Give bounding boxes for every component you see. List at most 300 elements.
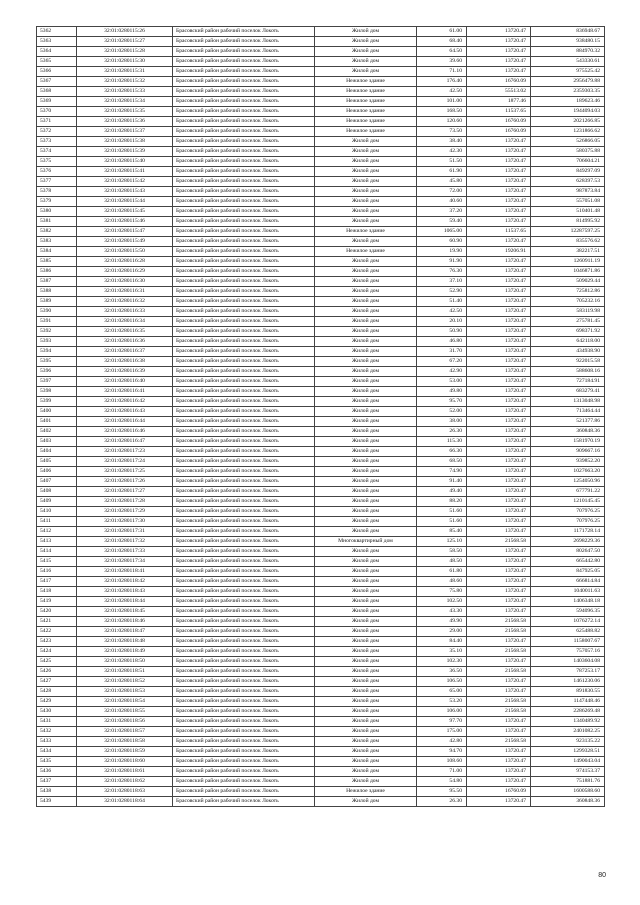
building-type-cell: Жилой дом: [315, 387, 417, 397]
area-cell: 95.70: [417, 397, 467, 407]
row-id-cell: 5400: [37, 407, 77, 417]
building-type-cell: Жилой дом: [315, 767, 417, 777]
row-id-cell: 5391: [37, 317, 77, 327]
location-cell: Брасовский район рабочий поселок Локоть: [173, 577, 315, 587]
area-cell: 176.40: [417, 77, 467, 87]
table-row: [37, 407, 605, 417]
area-cell: 95.50: [417, 787, 467, 797]
area-cell: 37.10: [417, 277, 467, 287]
row-id-cell: 5390: [37, 307, 77, 317]
cadastral-value-cell: 974153.37: [531, 767, 605, 777]
building-type-cell: Жилой дом: [315, 327, 417, 337]
cadastral-number-cell: 32:01:0280117:25: [77, 467, 173, 477]
location-cell: Брасовский район рабочий поселок Локоть: [173, 407, 315, 417]
row-id-cell: 5374: [37, 147, 77, 157]
building-type-cell: Жилой дом: [315, 727, 417, 737]
location-cell: Брасовский район рабочий поселок Локоть: [173, 397, 315, 407]
cadastral-value-cell: 543330.61: [531, 57, 605, 67]
cadastral-number-cell: 32:01:0280118:60: [77, 757, 173, 767]
building-type-cell: Жилой дом: [315, 597, 417, 607]
location-cell: Брасовский район рабочий поселок Локоть: [173, 67, 315, 77]
cadastral-number-cell: 32:01:0280115:26: [77, 27, 173, 37]
building-type-cell: Жилой дом: [315, 397, 417, 407]
area-cell: 115.30: [417, 437, 467, 447]
location-cell: Брасовский район рабочий поселок Локоть: [173, 477, 315, 487]
cadastral-number-cell: 32:01:0280115:31: [77, 67, 173, 77]
location-cell: Брасовский район рабочий поселок Локоть: [173, 497, 315, 507]
area-cell: 65.00: [417, 687, 467, 697]
building-type-cell: Жилой дом: [315, 47, 417, 57]
location-cell: Брасовский район рабочий поселок Локоть: [173, 47, 315, 57]
building-type-cell: Жилой дом: [315, 527, 417, 537]
row-id-cell: 5421: [37, 617, 77, 627]
table-row: [37, 547, 605, 557]
row-id-cell: 5382: [37, 227, 77, 237]
area-cell: 51.60: [417, 517, 467, 527]
area-cell: 59.40: [417, 217, 467, 227]
unit-cost-cell: 13720.47: [467, 357, 531, 367]
cadastral-number-cell: 32:01:0280116:43: [77, 407, 173, 417]
row-id-cell: 5364: [37, 47, 77, 57]
location-cell: Брасовский район рабочий поселок Локоть: [173, 247, 315, 257]
row-id-cell: 5410: [37, 507, 77, 517]
area-cell: 61.00: [417, 27, 467, 37]
cadastral-number-cell: 32:01:0280115:41: [77, 167, 173, 177]
location-cell: Брасовский район рабочий поселок Локоть: [173, 57, 315, 67]
cadastral-number-cell: 32:01:0280115:35: [77, 107, 173, 117]
row-id-cell: 5422: [37, 627, 77, 637]
location-cell: Брасовский район рабочий поселок Локоть: [173, 287, 315, 297]
row-id-cell: 5363: [37, 37, 77, 47]
table-row: [37, 387, 605, 397]
location-cell: Брасовский район рабочий поселок Локоть: [173, 97, 315, 107]
cadastral-number-cell: 32:01:0280118:52: [77, 677, 173, 687]
cadastral-value-cell: 1076272.14: [531, 617, 605, 627]
location-cell: Брасовский район рабочий поселок Локоть: [173, 797, 315, 807]
area-cell: 75.80: [417, 587, 467, 597]
cadastral-value-cell: 382217.51: [531, 247, 605, 257]
cadastral-number-cell: 32:01:0280116:35: [77, 327, 173, 337]
building-type-cell: Жилой дом: [315, 297, 417, 307]
cadastral-value-cell: 2698229.36: [531, 537, 605, 547]
table-row: [37, 37, 605, 47]
cadastral-number-cell: 32:01:0280118:59: [77, 747, 173, 757]
building-type-cell: Жилой дом: [315, 57, 417, 67]
row-id-cell: 5376: [37, 167, 77, 177]
cadastral-number-cell: 32:01:0280118:62: [77, 777, 173, 787]
unit-cost-cell: 13720.47: [467, 237, 531, 247]
row-id-cell: 5379: [37, 197, 77, 207]
table-row: [37, 747, 605, 757]
table-row: [37, 27, 605, 37]
table-row: [37, 47, 605, 57]
unit-cost-cell: 13720.47: [467, 257, 531, 267]
location-cell: Брасовский район рабочий поселок Локоть: [173, 667, 315, 677]
cadastral-number-cell: 32:01:0280117:34: [77, 557, 173, 567]
area-cell: 52.00: [417, 407, 467, 417]
cadastral-value-cell: 2359303.35: [531, 87, 605, 97]
location-cell: Брасовский район рабочий поселок Локоть: [173, 387, 315, 397]
table-row: [37, 377, 605, 387]
row-id-cell: 5383: [37, 237, 77, 247]
row-id-cell: 5367: [37, 77, 77, 87]
table-row: [37, 307, 605, 317]
row-id-cell: 5436: [37, 767, 77, 777]
cadastral-number-cell: 32:01:0280118:56: [77, 717, 173, 727]
area-cell: 26.30: [417, 427, 467, 437]
cadastral-value-cell: 757057.16: [531, 647, 605, 657]
unit-cost-cell: 13720.47: [467, 777, 531, 787]
area-cell: 68.40: [417, 37, 467, 47]
building-type-cell: Жилой дом: [315, 167, 417, 177]
unit-cost-cell: 11537.65: [467, 107, 531, 117]
area-cell: 39.60: [417, 57, 467, 67]
cadastral-number-cell: 32:01:0280115:42: [77, 177, 173, 187]
building-type-cell: Жилой дом: [315, 337, 417, 347]
area-cell: 175.00: [417, 727, 467, 737]
area-cell: 42.90: [417, 367, 467, 377]
unit-cost-cell: 21568.58: [467, 647, 531, 657]
row-id-cell: 5371: [37, 117, 77, 127]
unit-cost-cell: 13720.47: [467, 47, 531, 57]
location-cell: Брасовский район рабочий поселок Локоть: [173, 627, 315, 637]
location-cell: Брасовский район рабочий поселок Локоть: [173, 37, 315, 47]
area-cell: 54.80: [417, 777, 467, 787]
cadastral-value-cell: 583119.98: [531, 307, 605, 317]
row-id-cell: 5393: [37, 337, 77, 347]
table-row: [37, 417, 605, 427]
building-type-cell: Жилой дом: [315, 557, 417, 567]
area-cell: 120.60: [417, 117, 467, 127]
row-id-cell: 5366: [37, 67, 77, 77]
building-type-cell: Жилой дом: [315, 157, 417, 167]
location-cell: Брасовский район рабочий поселок Локоть: [173, 467, 315, 477]
location-cell: Брасовский район рабочий поселок Локоть: [173, 277, 315, 287]
area-cell: 36.50: [417, 667, 467, 677]
cadastral-number-cell: 32:01:0280116:47: [77, 437, 173, 447]
area-cell: 71.10: [417, 67, 467, 77]
row-id-cell: 5428: [37, 687, 77, 697]
area-cell: 1065.00: [417, 227, 467, 237]
row-id-cell: 5430: [37, 707, 77, 717]
location-cell: Брасовский район рабочий поселок Локоть: [173, 267, 315, 277]
cadastral-value-cell: 923135.22: [531, 737, 605, 747]
location-cell: Брасовский район рабочий поселок Локоть: [173, 187, 315, 197]
unit-cost-cell: 13720.47: [467, 147, 531, 157]
row-id-cell: 5378: [37, 187, 77, 197]
location-cell: Брасовский район рабочий поселок Локоть: [173, 207, 315, 217]
cadastral-number-cell: 32:01:0280115:37: [77, 127, 173, 137]
cadastral-value-cell: 725812.86: [531, 287, 605, 297]
cadastral-value-cell: 1340489.92: [531, 717, 605, 727]
row-id-cell: 5425: [37, 657, 77, 667]
building-type-cell: Жилой дом: [315, 667, 417, 677]
cadastral-number-cell: 32:01:0280116:29: [77, 267, 173, 277]
cadastral-number-cell: 32:01:0280118:55: [77, 707, 173, 717]
building-type-cell: Жилой дом: [315, 777, 417, 787]
area-cell: 102.50: [417, 597, 467, 607]
cadastral-value-cell: 1299328.51: [531, 747, 605, 757]
building-type-cell: Нежилое здание: [315, 227, 417, 237]
building-type-cell: Жилой дом: [315, 607, 417, 617]
building-type-cell: Нежилое здание: [315, 107, 417, 117]
cadastral-value-cell: 713464.44: [531, 407, 605, 417]
cadastral-value-cell: 1406348.18: [531, 597, 605, 607]
location-cell: Брасовский район рабочий поселок Локоть: [173, 317, 315, 327]
location-cell: Брасовский район рабочий поселок Локоть: [173, 347, 315, 357]
cadastral-number-cell: 32:01:0280118:50: [77, 657, 173, 667]
location-cell: Брасовский район рабочий поселок Локоть: [173, 177, 315, 187]
row-id-cell: 5404: [37, 447, 77, 457]
cadastral-value-cell: 836948.67: [531, 27, 605, 37]
unit-cost-cell: 13720.47: [467, 337, 531, 347]
building-type-cell: Жилой дом: [315, 567, 417, 577]
location-cell: Брасовский район рабочий поселок Локоть: [173, 77, 315, 87]
cadastral-value-cell: 360848.36: [531, 797, 605, 807]
table-row: [37, 687, 605, 697]
building-type-cell: Жилой дом: [315, 737, 417, 747]
table-row: [37, 197, 605, 207]
cadastral-value-cell: 939852.20: [531, 457, 605, 467]
cadastral-value-cell: 1171728.14: [531, 527, 605, 537]
cadastral-value-cell: 1490043.04: [531, 757, 605, 767]
row-id-cell: 5386: [37, 267, 77, 277]
row-id-cell: 5435: [37, 757, 77, 767]
building-type-cell: Жилой дом: [315, 747, 417, 757]
table-row: [37, 507, 605, 517]
area-cell: 45.80: [417, 177, 467, 187]
area-cell: 58.50: [417, 547, 467, 557]
unit-cost-cell: 13720.47: [467, 377, 531, 387]
cadastral-number-cell: 32:01:0280115:40: [77, 157, 173, 167]
area-cell: 71.00: [417, 767, 467, 777]
building-type-cell: Жилой дом: [315, 347, 417, 357]
location-cell: Брасовский район рабочий поселок Локоть: [173, 337, 315, 347]
unit-cost-cell: 13720.47: [467, 467, 531, 477]
cadastral-value-cell: 521377.86: [531, 417, 605, 427]
area-cell: 51.50: [417, 157, 467, 167]
building-type-cell: Жилой дом: [315, 717, 417, 727]
cadastral-value-cell: 1040011.63: [531, 587, 605, 597]
row-id-cell: 5396: [37, 367, 77, 377]
cadastral-value-cell: 787253.17: [531, 667, 605, 677]
unit-cost-cell: 13720.47: [467, 557, 531, 567]
area-cell: 38.00: [417, 417, 467, 427]
row-id-cell: 5413: [37, 537, 77, 547]
unit-cost-cell: 13720.47: [467, 167, 531, 177]
cadastral-number-cell: 32:01:0280118:51: [77, 667, 173, 677]
area-cell: 60.90: [417, 237, 467, 247]
table-row: [37, 697, 605, 707]
row-id-cell: 5409: [37, 497, 77, 507]
row-id-cell: 5424: [37, 647, 77, 657]
row-id-cell: 5362: [37, 27, 77, 37]
table-row: [37, 337, 605, 347]
row-id-cell: 5406: [37, 467, 77, 477]
building-type-cell: Жилой дом: [315, 37, 417, 47]
row-id-cell: 5407: [37, 477, 77, 487]
building-type-cell: Жилой дом: [315, 507, 417, 517]
table-row: [37, 777, 605, 787]
building-type-cell: Жилой дом: [315, 277, 417, 287]
table-row: [37, 657, 605, 667]
unit-cost-cell: 13720.47: [467, 267, 531, 277]
cadastral-value-cell: 1260911.19: [531, 257, 605, 267]
area-cell: 102.30: [417, 657, 467, 667]
location-cell: Брасовский район рабочий поселок Локоть: [173, 757, 315, 767]
table-row: [37, 757, 605, 767]
table-row: [37, 97, 605, 107]
unit-cost-cell: 13720.47: [467, 747, 531, 757]
building-type-cell: Жилой дом: [315, 617, 417, 627]
building-type-cell: Нежилое здание: [315, 247, 417, 257]
location-cell: Брасовский район рабочий поселок Локоть: [173, 437, 315, 447]
location-cell: Брасовский район рабочий поселок Локоть: [173, 147, 315, 157]
building-type-cell: Многоквартирный дом: [315, 537, 417, 547]
area-cell: 40.60: [417, 197, 467, 207]
table-row: [37, 647, 605, 657]
cadastral-value-cell: 526866.05: [531, 137, 605, 147]
location-cell: Брасовский район рабочий поселок Локоть: [173, 517, 315, 527]
row-id-cell: 5419: [37, 597, 77, 607]
table-row: [37, 147, 605, 157]
building-type-cell: Жилой дом: [315, 697, 417, 707]
unit-cost-cell: 13720.47: [467, 367, 531, 377]
location-cell: Брасовский район рабочий поселок Локоть: [173, 297, 315, 307]
cadastral-value-table: [36, 26, 605, 807]
cadastral-number-cell: 32:01:0280118:44: [77, 597, 173, 607]
row-id-cell: 5369: [37, 97, 77, 107]
cadastral-value-cell: 1944094.03: [531, 107, 605, 117]
cadastral-number-cell: 32:01:0280115:45: [77, 207, 173, 217]
building-type-cell: Жилой дом: [315, 137, 417, 147]
cadastral-value-cell: 509029.44: [531, 277, 605, 287]
cadastral-value-cell: 727184.91: [531, 377, 605, 387]
row-id-cell: 5392: [37, 327, 77, 337]
cadastral-number-cell: 32:01:0280117:33: [77, 547, 173, 557]
area-cell: 101.00: [417, 97, 467, 107]
cadastral-value-cell: 588608.16: [531, 367, 605, 377]
row-id-cell: 5372: [37, 127, 77, 137]
building-type-cell: Жилой дом: [315, 477, 417, 487]
location-cell: Брасовский район рабочий поселок Локоть: [173, 607, 315, 617]
building-type-cell: Жилой дом: [315, 637, 417, 647]
table-row: [37, 597, 605, 607]
building-type-cell: Жилой дом: [315, 287, 417, 297]
cadastral-number-cell: 32:01:0280117:26: [77, 477, 173, 487]
cadastral-value-cell: 1046871.86: [531, 267, 605, 277]
table-row: [37, 427, 605, 437]
location-cell: Брасовский район рабочий поселок Локоть: [173, 617, 315, 627]
location-cell: Брасовский район рабочий поселок Локоть: [173, 547, 315, 557]
cadastral-value-cell: 12287597.25: [531, 227, 605, 237]
unit-cost-cell: 13720.47: [467, 177, 531, 187]
building-type-cell: Жилой дом: [315, 237, 417, 247]
table-row: [37, 167, 605, 177]
unit-cost-cell: 13720.47: [467, 477, 531, 487]
cadastral-number-cell: 32:01:0280116:32: [77, 297, 173, 307]
unit-cost-cell: 13720.47: [467, 607, 531, 617]
cadastral-number-cell: 32:01:0280117:27: [77, 487, 173, 497]
unit-cost-cell: 13720.47: [467, 487, 531, 497]
location-cell: Брасовский район рабочий поселок Локоть: [173, 107, 315, 117]
row-id-cell: 5401: [37, 417, 77, 427]
row-id-cell: 5423: [37, 637, 77, 647]
area-cell: 48.60: [417, 577, 467, 587]
table-row: [37, 447, 605, 457]
unit-cost-cell: 16760.09: [467, 787, 531, 797]
building-type-cell: Жилой дом: [315, 447, 417, 457]
row-id-cell: 5433: [37, 737, 77, 747]
cadastral-number-cell: 32:01:0280115:34: [77, 97, 173, 107]
table-row: [37, 287, 605, 297]
cadastral-value-cell: 1403604.08: [531, 657, 605, 667]
row-id-cell: 5385: [37, 257, 77, 267]
row-id-cell: 5388: [37, 287, 77, 297]
unit-cost-cell: 13720.47: [467, 277, 531, 287]
area-cell: 26.30: [417, 797, 467, 807]
area-cell: 52.90: [417, 287, 467, 297]
building-type-cell: Нежилое здание: [315, 97, 417, 107]
cadastral-number-cell: 32:01:0280118:53: [77, 687, 173, 697]
cadastral-value-cell: 814995.92: [531, 217, 605, 227]
location-cell: Брасовский район рабочий поселок Локоть: [173, 357, 315, 367]
cadastral-value-cell: 849297.09: [531, 167, 605, 177]
cadastral-number-cell: 32:01:0280118:64: [77, 797, 173, 807]
table-body: [37, 27, 605, 807]
unit-cost-cell: 16760.09: [467, 77, 531, 87]
unit-cost-cell: 13720.47: [467, 217, 531, 227]
table-row: [37, 677, 605, 687]
table-row: [37, 237, 605, 247]
table-row: [37, 227, 605, 237]
row-id-cell: 5434: [37, 747, 77, 757]
cadastral-value-cell: 1231866.62: [531, 127, 605, 137]
row-id-cell: 5381: [37, 217, 77, 227]
unit-cost-cell: 16760.09: [467, 127, 531, 137]
location-cell: Брасовский район рабочий поселок Локоть: [173, 87, 315, 97]
unit-cost-cell: 13720.47: [467, 757, 531, 767]
table-row: [37, 437, 605, 447]
table-row: [37, 327, 605, 337]
location-cell: Брасовский район рабочий поселок Локоть: [173, 717, 315, 727]
building-type-cell: Жилой дом: [315, 147, 417, 157]
cadastral-number-cell: 32:01:0280118:54: [77, 697, 173, 707]
table-row: [37, 187, 605, 197]
cadastral-number-cell: 32:01:0280118:61: [77, 767, 173, 777]
table-row: [37, 577, 605, 587]
cadastral-number-cell: 32:01:0280118:41: [77, 567, 173, 577]
building-type-cell: Жилой дом: [315, 757, 417, 767]
location-cell: Брасовский район рабочий поселок Локоть: [173, 587, 315, 597]
table-row: [37, 787, 605, 797]
area-cell: 72.00: [417, 187, 467, 197]
cadastral-number-cell: 32:01:0280115:46: [77, 217, 173, 227]
cadastral-number-cell: 32:01:0280117:32: [77, 537, 173, 547]
building-type-cell: Жилой дом: [315, 197, 417, 207]
table-row: [37, 177, 605, 187]
area-cell: 19.90: [417, 247, 467, 257]
table-row: [37, 357, 605, 367]
table-row: [37, 797, 605, 807]
unit-cost-cell: 13720.47: [467, 397, 531, 407]
area-cell: 106.50: [417, 677, 467, 687]
building-type-cell: Жилой дом: [315, 707, 417, 717]
location-cell: Брасовский район рабочий поселок Локоть: [173, 307, 315, 317]
row-id-cell: 5439: [37, 797, 77, 807]
unit-cost-cell: 13720.47: [467, 207, 531, 217]
area-cell: 125.10: [417, 537, 467, 547]
